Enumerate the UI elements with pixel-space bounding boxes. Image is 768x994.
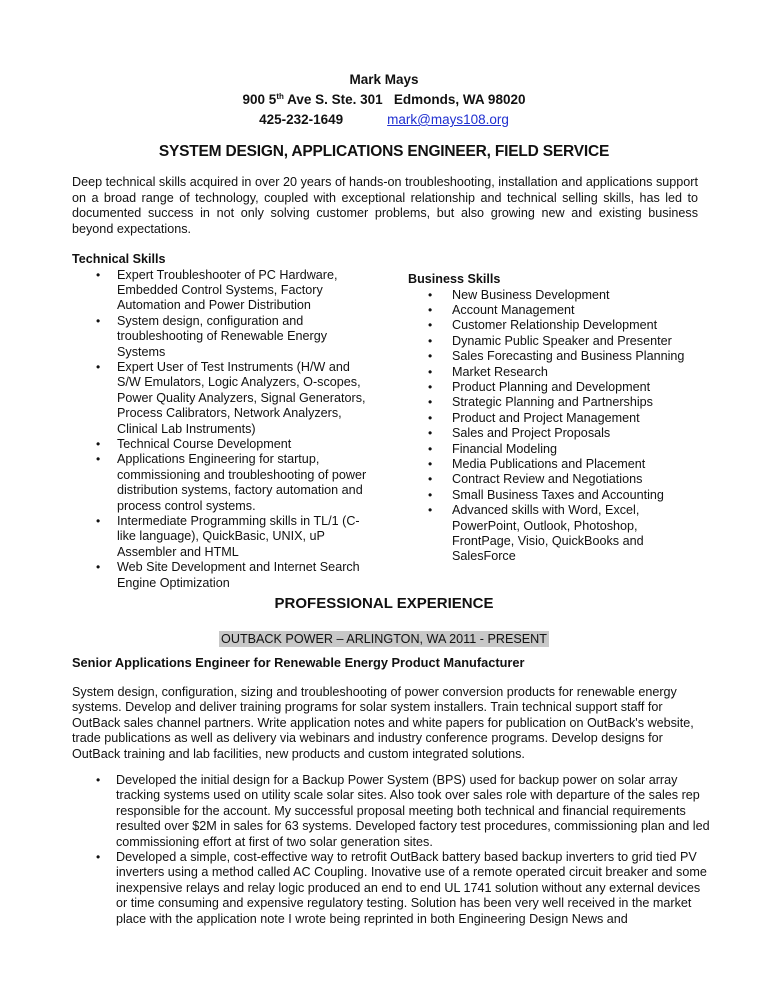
list-item <box>72 437 372 452</box>
phone-number: 425-232-1649 <box>259 112 344 127</box>
list-item <box>408 472 708 487</box>
role-title: Senior Applications Engineer for Renewable Energy Product Manufacturer <box>72 655 525 670</box>
skill-text: Market Research <box>452 364 548 379</box>
list-item <box>72 452 372 514</box>
list-item <box>408 411 708 426</box>
skill-text: Expert Troubleshooter of PC Hardware, Embedded Control Systems, Factory Automation and Power Distribution <box>117 267 338 313</box>
bullet-icon: • <box>428 395 433 410</box>
business-skills-list <box>408 288 708 565</box>
bullet-icon: • <box>428 349 433 364</box>
skill-text: Product Planning and Development <box>452 379 651 394</box>
skill-text: Applications Engineering for startup, commissioning and troubleshooting of power distribution systems, factory automation and process control systems. <box>117 452 367 513</box>
bullet-icon: • <box>428 487 433 502</box>
skill-text: Contract Review and Negotiations <box>452 472 643 487</box>
skill-text: Account Management <box>452 302 575 317</box>
bullet-icon: • <box>428 410 433 425</box>
address-suffix: Ave S. Ste. 301 Edmonds, WA 98020 <box>283 92 526 107</box>
bullet-icon: • <box>428 287 433 302</box>
list-item <box>408 488 708 503</box>
headline: SYSTEM DESIGN, APPLICATIONS ENGINEER, FIELD SERVICE <box>158 143 610 160</box>
list-item <box>72 360 372 437</box>
list-item <box>72 514 372 560</box>
list-item <box>72 773 712 850</box>
bullet-icon: • <box>428 426 433 441</box>
bullet-icon: • <box>428 456 433 471</box>
skill-text: Customer Relationship Development <box>452 318 658 333</box>
bullet-icon: • <box>428 503 433 518</box>
list-item <box>72 560 372 591</box>
skill-text: Technical Course Development <box>117 436 292 451</box>
bullet-icon: • <box>428 364 433 379</box>
skill-text: Product and Project Management <box>452 410 640 425</box>
candidate-name: Mark Mays <box>349 72 419 87</box>
address-ordinal-suffix: th <box>276 92 284 101</box>
bullet-icon: • <box>428 302 433 317</box>
bullet-icon: • <box>96 850 101 865</box>
list-item <box>408 349 708 364</box>
email-link[interactable]: mark@mays108.org <box>387 112 509 127</box>
bullet-icon: • <box>96 560 101 575</box>
technical-skills-label: Technical Skills <box>72 252 166 266</box>
skill-text: Financial Modeling <box>452 441 558 456</box>
list-item <box>408 288 708 303</box>
skill-text: System design, configuration and troubleshooting of Renewable Energy Systems <box>117 313 328 359</box>
bullet-icon: • <box>428 318 433 333</box>
list-item <box>408 442 708 457</box>
contact-line <box>0 111 768 129</box>
list-item <box>408 303 708 318</box>
technical-skills-list <box>72 268 372 592</box>
technical-skills-section <box>72 252 372 591</box>
bullet-icon: • <box>96 359 101 374</box>
list-item <box>72 850 712 927</box>
skill-text: Sales and Project Proposals <box>452 426 611 441</box>
skill-text: Dynamic Public Speaker and Presenter <box>452 333 672 348</box>
list-item <box>408 334 708 349</box>
skill-text: Web Site Development and Internet Search Engine Optimization <box>117 560 360 590</box>
skill-text: Expert User of Test Instruments (H/W and S/W Emulators, Logic Analyzers, O-scopes, Power Quality Analyzers, Signal Generators, Process Calibrators, Network Analyzers, Clinical Lab Instruments) <box>117 359 366 436</box>
bullet-icon: • <box>428 333 433 348</box>
achievements-list <box>72 773 712 927</box>
role-description: System design, configuration, sizing and troubleshooting of power conversion products for renewable energy systems. Develop and deliver training programs for solar system installers. Train technical support staff for OutBack sales channel partners. Write application notes and white papers for publication on OutBack's website, trade publications as well as delivery via webinars and industry conference programs. Develop designs for OutBack training and lab facilities, new products and custom integrated solutions. <box>72 685 694 761</box>
skill-text: Small Business Taxes and Accounting <box>452 487 664 502</box>
list-item <box>408 318 708 333</box>
bullet-icon: • <box>96 267 101 282</box>
list-item <box>72 268 372 314</box>
bullet-icon: • <box>96 313 101 328</box>
bullet-icon: • <box>96 452 101 467</box>
list-item <box>408 503 657 565</box>
skill-text: Intermediate Programming skills in TL/1 (C-like language), QuickBasic, UNIX, uP Assembler and HTML <box>117 514 360 559</box>
employer-banner-text: OUTBACK POWER – ARLINGTON, WA 2011 - PRESENT <box>221 632 547 646</box>
professional-experience-heading: PROFESSIONAL EXPERIENCE <box>274 595 494 612</box>
achievements-section <box>72 773 712 927</box>
skill-text: Advanced skills with Word, Excel, PowerPoint, Outlook, Photoshop, FrontPage, Visio, QuickBooks and SalesForce <box>452 503 644 564</box>
achievement-text: Developed the initial design for a Backup Power System (BPS) used for backup power on solar array tracking systems used on utility scale solar sites. Also took over sales role with departure of the sales rep responsible for the account. My successful proposal meeting both technical and financial requirements resulted over $2M in sales for 63 systems. Developed factory test procedures, commissioning plan and led commissioning effort at first of two solar generation sites. <box>116 773 710 849</box>
list-item <box>408 395 708 410</box>
bullet-icon: • <box>96 514 101 528</box>
list-item <box>72 314 372 360</box>
business-skills-section <box>408 272 708 565</box>
skill-text: Strategic Planning and Partnerships <box>452 395 653 410</box>
achievement-text: Developed a simple, cost-effective way to retrofit OutBack battery based backup inverters to grid tied PV inverters using a method called AC Coupling. Inovative use of a remote operated circuit breaker and some inexpensive relays and relay logic produced an end to end UL 1741 solution without any external devices or time consuming and expensive regulatory testing. Solution has been very well received in the market place with the application note I wrote being reprinted in both Engineering Design News and <box>116 850 707 926</box>
address-line <box>0 91 768 109</box>
skill-text: Media Publications and Placement <box>452 456 646 471</box>
address-prefix: 900 5 <box>242 92 277 107</box>
bullet-icon: • <box>96 436 101 451</box>
employer-banner <box>0 631 768 647</box>
bullet-icon: • <box>428 472 433 487</box>
list-item <box>408 426 708 441</box>
list-item <box>408 365 708 380</box>
skill-text: Sales Forecasting and Business Planning <box>452 349 685 364</box>
business-skills-label: Business Skills <box>408 272 501 286</box>
bullet-icon: • <box>428 441 433 456</box>
summary-paragraph: Deep technical skills acquired in over 20 years of hands-on troubleshooting, installation and applications support on a broad range of technology, coupled with exceptional relationship and technical selling skills, has led to documented success in not only solving customer problems, but also growing new and existing business beyond expectations. <box>72 175 698 236</box>
list-item <box>408 380 708 395</box>
bullet-icon: • <box>96 773 101 787</box>
skill-text: New Business Development <box>452 287 610 302</box>
bullet-icon: • <box>428 379 433 394</box>
list-item <box>408 457 708 472</box>
